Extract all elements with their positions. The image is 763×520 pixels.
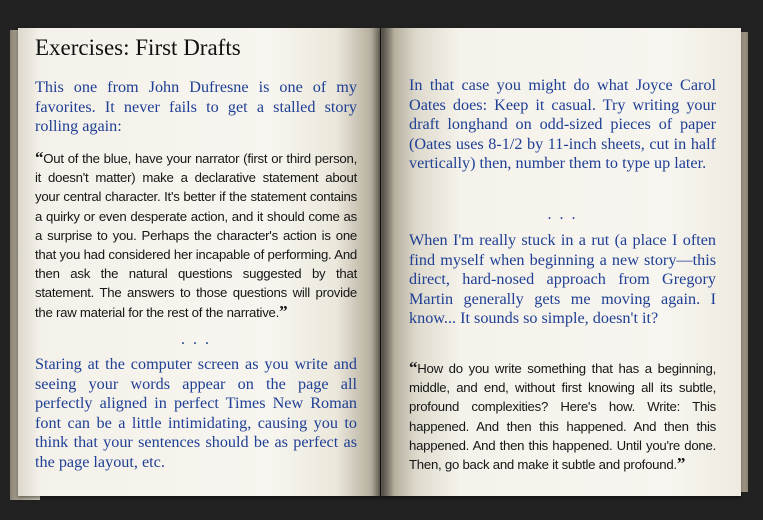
intro-paragraph: This one from John Dufresne is one of my favorites. It never fails to get a stalled story rolling again: — [35, 78, 357, 135]
martin-quote — [409, 359, 716, 474]
open-quote-mark-right: “ — [409, 358, 418, 377]
dufresne-quote — [35, 149, 357, 322]
oates-paragraph: In that case you might do what Joyce Carol Oates does: Keep it casual. Try writing your draft longhand on odd-sized pieces of paper (Oates uses 8-1/2 by 11-inch sheets, cut in half vertically) then, number them to type up later. — [409, 76, 716, 172]
close-quote-mark-right: ” — [676, 454, 686, 474]
closing-paragraph: Staring at the computer screen as you write and seeing your words appear on the page all perfectly aligned in perfect Times New Roman font can be a little intimidating, causing you to think that your sentences should be as perfect as the page layout, etc. — [35, 355, 357, 471]
section-separator-right: . . . — [547, 206, 578, 223]
section-separator: . . . — [181, 331, 211, 348]
book-spine — [372, 28, 394, 496]
open-quote-mark: “ — [35, 148, 44, 167]
martin-quote-text: How do you write something that has a beginning, middle, and end, without first knowing all its subtle, profound complexities? Here's how. Write: This happened. And then this happened. And then this happened. And then this happened. Until you're done. Then, go back and make it subtle and profound. — [409, 361, 716, 473]
close-quote-mark: ” — [279, 301, 288, 321]
dufresne-quote-text: Out of the blue, have your narrator (first or third person, it doesn't matter) make a declarative statement about your central character. It's better if the statement contains a quirky or even desperate action, and it should come as a surprise to you. Perhaps the character's action is one that you had considered her incapable of performing. And then ask the natural questions suggested by that statement. The answers to those questions will provide the raw material for the rest of the narrative. — [35, 151, 357, 320]
page-title: Exercises: First Drafts — [35, 35, 241, 60]
martin-paragraph: When I'm really stuck in a rut (a place I often find myself when beginning a new story—this direct, hard-nosed approach from Gregory Martin generally gets me moving again. I know... It sounds so simple, doesn't it? — [409, 231, 716, 327]
